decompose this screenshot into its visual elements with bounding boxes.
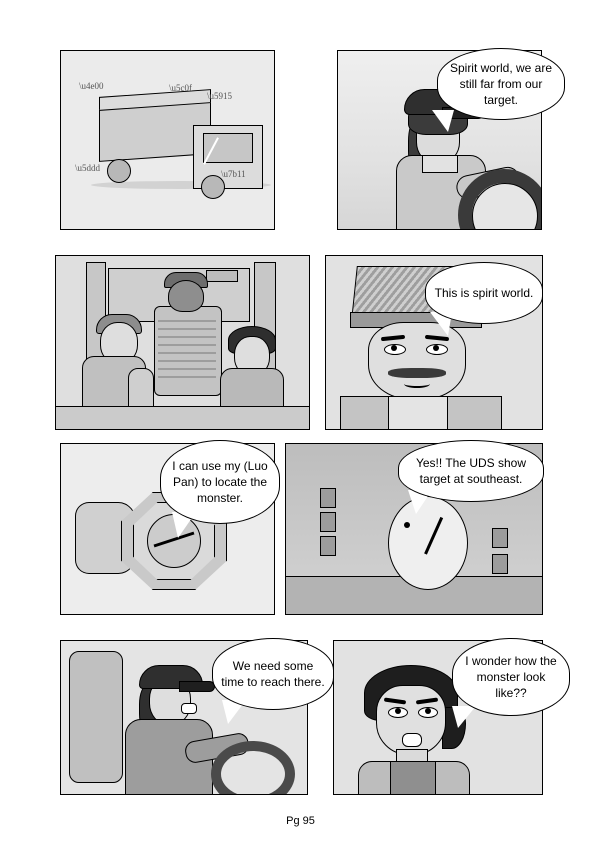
scribble-mark: \u5c0f [169, 83, 192, 93]
balloon-tail-panel-2 [432, 110, 454, 132]
scribble-mark: \u5915 [207, 91, 233, 101]
panel-truck-exterior [60, 50, 275, 230]
speech-balloon-panel-8: I wonder how the monster look like?? [452, 638, 570, 716]
uds-gauge-tick [404, 522, 410, 528]
speech-balloon-panel-4: This is spirit world. [425, 262, 543, 324]
dashboard-vent-3 [320, 536, 336, 556]
officer-moustache [388, 368, 446, 378]
officer-pupil-right [433, 345, 439, 351]
scribble-mark: \u4e00 [79, 81, 104, 91]
truck-windshield [203, 133, 253, 163]
scribble-mark: \u7b11 [221, 169, 246, 179]
page-number: Pg 95 [286, 815, 315, 827]
speech-balloon-panel-7: We need some time to reach there. [212, 638, 334, 710]
center-figure-head [168, 280, 204, 312]
dashboard-vent-1 [320, 488, 336, 508]
speech-balloon-panel-6: Yes!! The UDS show target at southeast. [398, 440, 544, 502]
driver2-cap-brim [179, 681, 215, 692]
cabin-floor [56, 406, 309, 430]
dashboard-vent-2 [320, 512, 336, 532]
panel-truck-interior [55, 255, 310, 430]
officer-pupil-left [391, 345, 397, 351]
young-man-mouth [402, 733, 422, 747]
officer-collar [388, 396, 448, 430]
rear-view-mirror [206, 270, 238, 282]
speech-balloon-panel-2: Spirit world, we are still far from our target. [437, 48, 565, 120]
driver-collar [422, 155, 458, 173]
scribble-mark: \u5ddd [75, 163, 101, 173]
dashboard-vent-5 [492, 554, 508, 574]
balloon-tail-panel-8 [452, 706, 476, 728]
young-man-pupil-left [395, 708, 401, 714]
dashboard-vent-4 [492, 528, 508, 548]
speech-balloon-panel-5: I can use my (Luo Pan) to locate the monster. [160, 440, 280, 524]
truck-wheel-rear [107, 159, 131, 183]
driver-seat [69, 651, 123, 783]
officer-mouth [404, 380, 430, 388]
seat-stripes [158, 320, 216, 380]
young-man-vest [390, 761, 436, 795]
young-man-pupil-right [425, 708, 431, 714]
steering-wheel-2 [211, 741, 295, 795]
driver2-mouth [181, 703, 197, 714]
